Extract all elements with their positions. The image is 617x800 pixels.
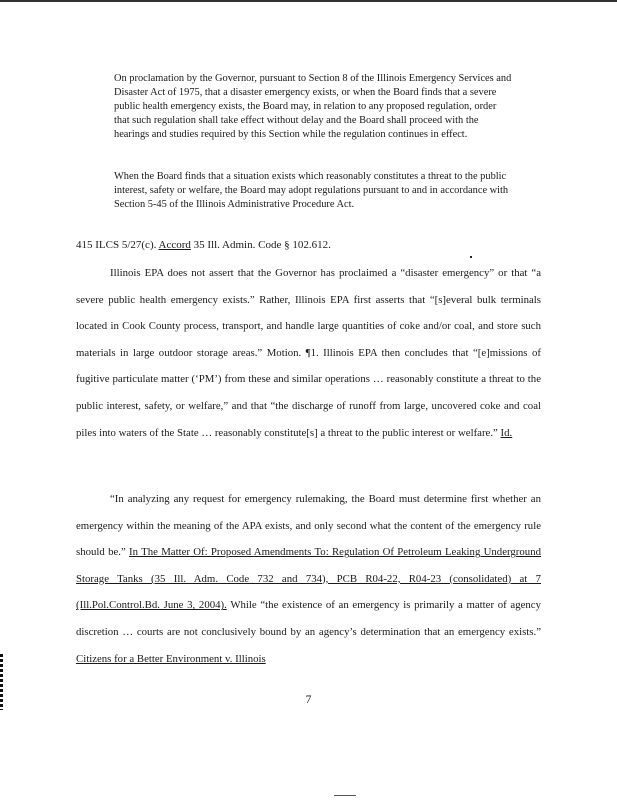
citation-pre: 415 ILCS 5/27(c). [76, 239, 157, 251]
scan-bottom-mark [334, 795, 356, 796]
statute-citation [76, 238, 546, 252]
body-paragraph-2 [76, 486, 541, 672]
block-quote-paragraph-1: On proclamation by the Governor, pursuant to Section 8 of the Illinois Emergency Services and Disaster Act of 1975, that a disaster emergency exists, or when the Board finds that a severe public health emergency exists, the Board may, in relation to any proposed regulation, order that such regulation shall take effect without delay and the Board shall proceed with the hearings and studies required by this Section while the regulation continues in effect. [114, 73, 512, 140]
body-paragraph-2-text-2: While “the existence of an emergency is primarily a matter of agency discretion … courts are not conclusively bound by an agency’s determination that an emergency exists.” [76, 599, 542, 638]
page-number: 7 [305, 694, 312, 706]
scan-edge-mark [0, 654, 3, 710]
scan-speck [470, 256, 472, 258]
case-citation-1: In The Matter Of: Proposed Amendments To: Regulation Of Petroleum Leaking Underground Storage Tanks (35 Ill. Adm. Code 732 and 734), PCB R04-22, R04-23 (consolidated) at 7 (Ill.Pol.Control.Bd. June 3, 2004). [76, 546, 541, 612]
body-paragraph-1-text: Illinois EPA does not assert that the Governor has proclaimed a “disaster emergency” or that “a severe public health emergency exists.” Rather, Illinois EPA first asserts that “[s]everal bulk terminals located in Cook County process, transport, and handle large quantities of coke and/or coal, and store such materials in large outdoor storage areas.” Motion. ¶1. Illinois EPA then concludes that “[e]missions of fugitive particulate matter (‘PM’) from these and similar operations … reasonably constitute a threat to the public interest, safety, or welfare,” and that “the discharge of runoff from large, uncovered coke and coal piles into waters of the State … reasonably constitute[s] a threat to the public interest or welfare.” [76, 267, 541, 439]
citation-post: 35 Ill. Admin. Code § 102.612. [193, 239, 331, 251]
citation-accord: Accord [158, 239, 191, 251]
id-citation: Id. [500, 426, 513, 439]
top-border [0, 0, 617, 2]
case-citation-2: Citizens for a Better Environment v. Illinois [76, 652, 266, 665]
body-paragraph-2-text-1: “In analyzing any request for emergency rulemaking, the Board must determine first whether an emergency within the meaning of the APA exists, and only second what the content of the emergency rule should be.” [76, 493, 541, 559]
body-paragraph-1 [76, 260, 541, 446]
block-quote-paragraph-2: When the Board finds that a situation exists which reasonably constitutes a threat to the public interest, safety or welfare, the Board may adopt regulations pursuant to and in accordance with Section 5-45 of the Illinois Administrative Procedure Act. [114, 171, 509, 210]
